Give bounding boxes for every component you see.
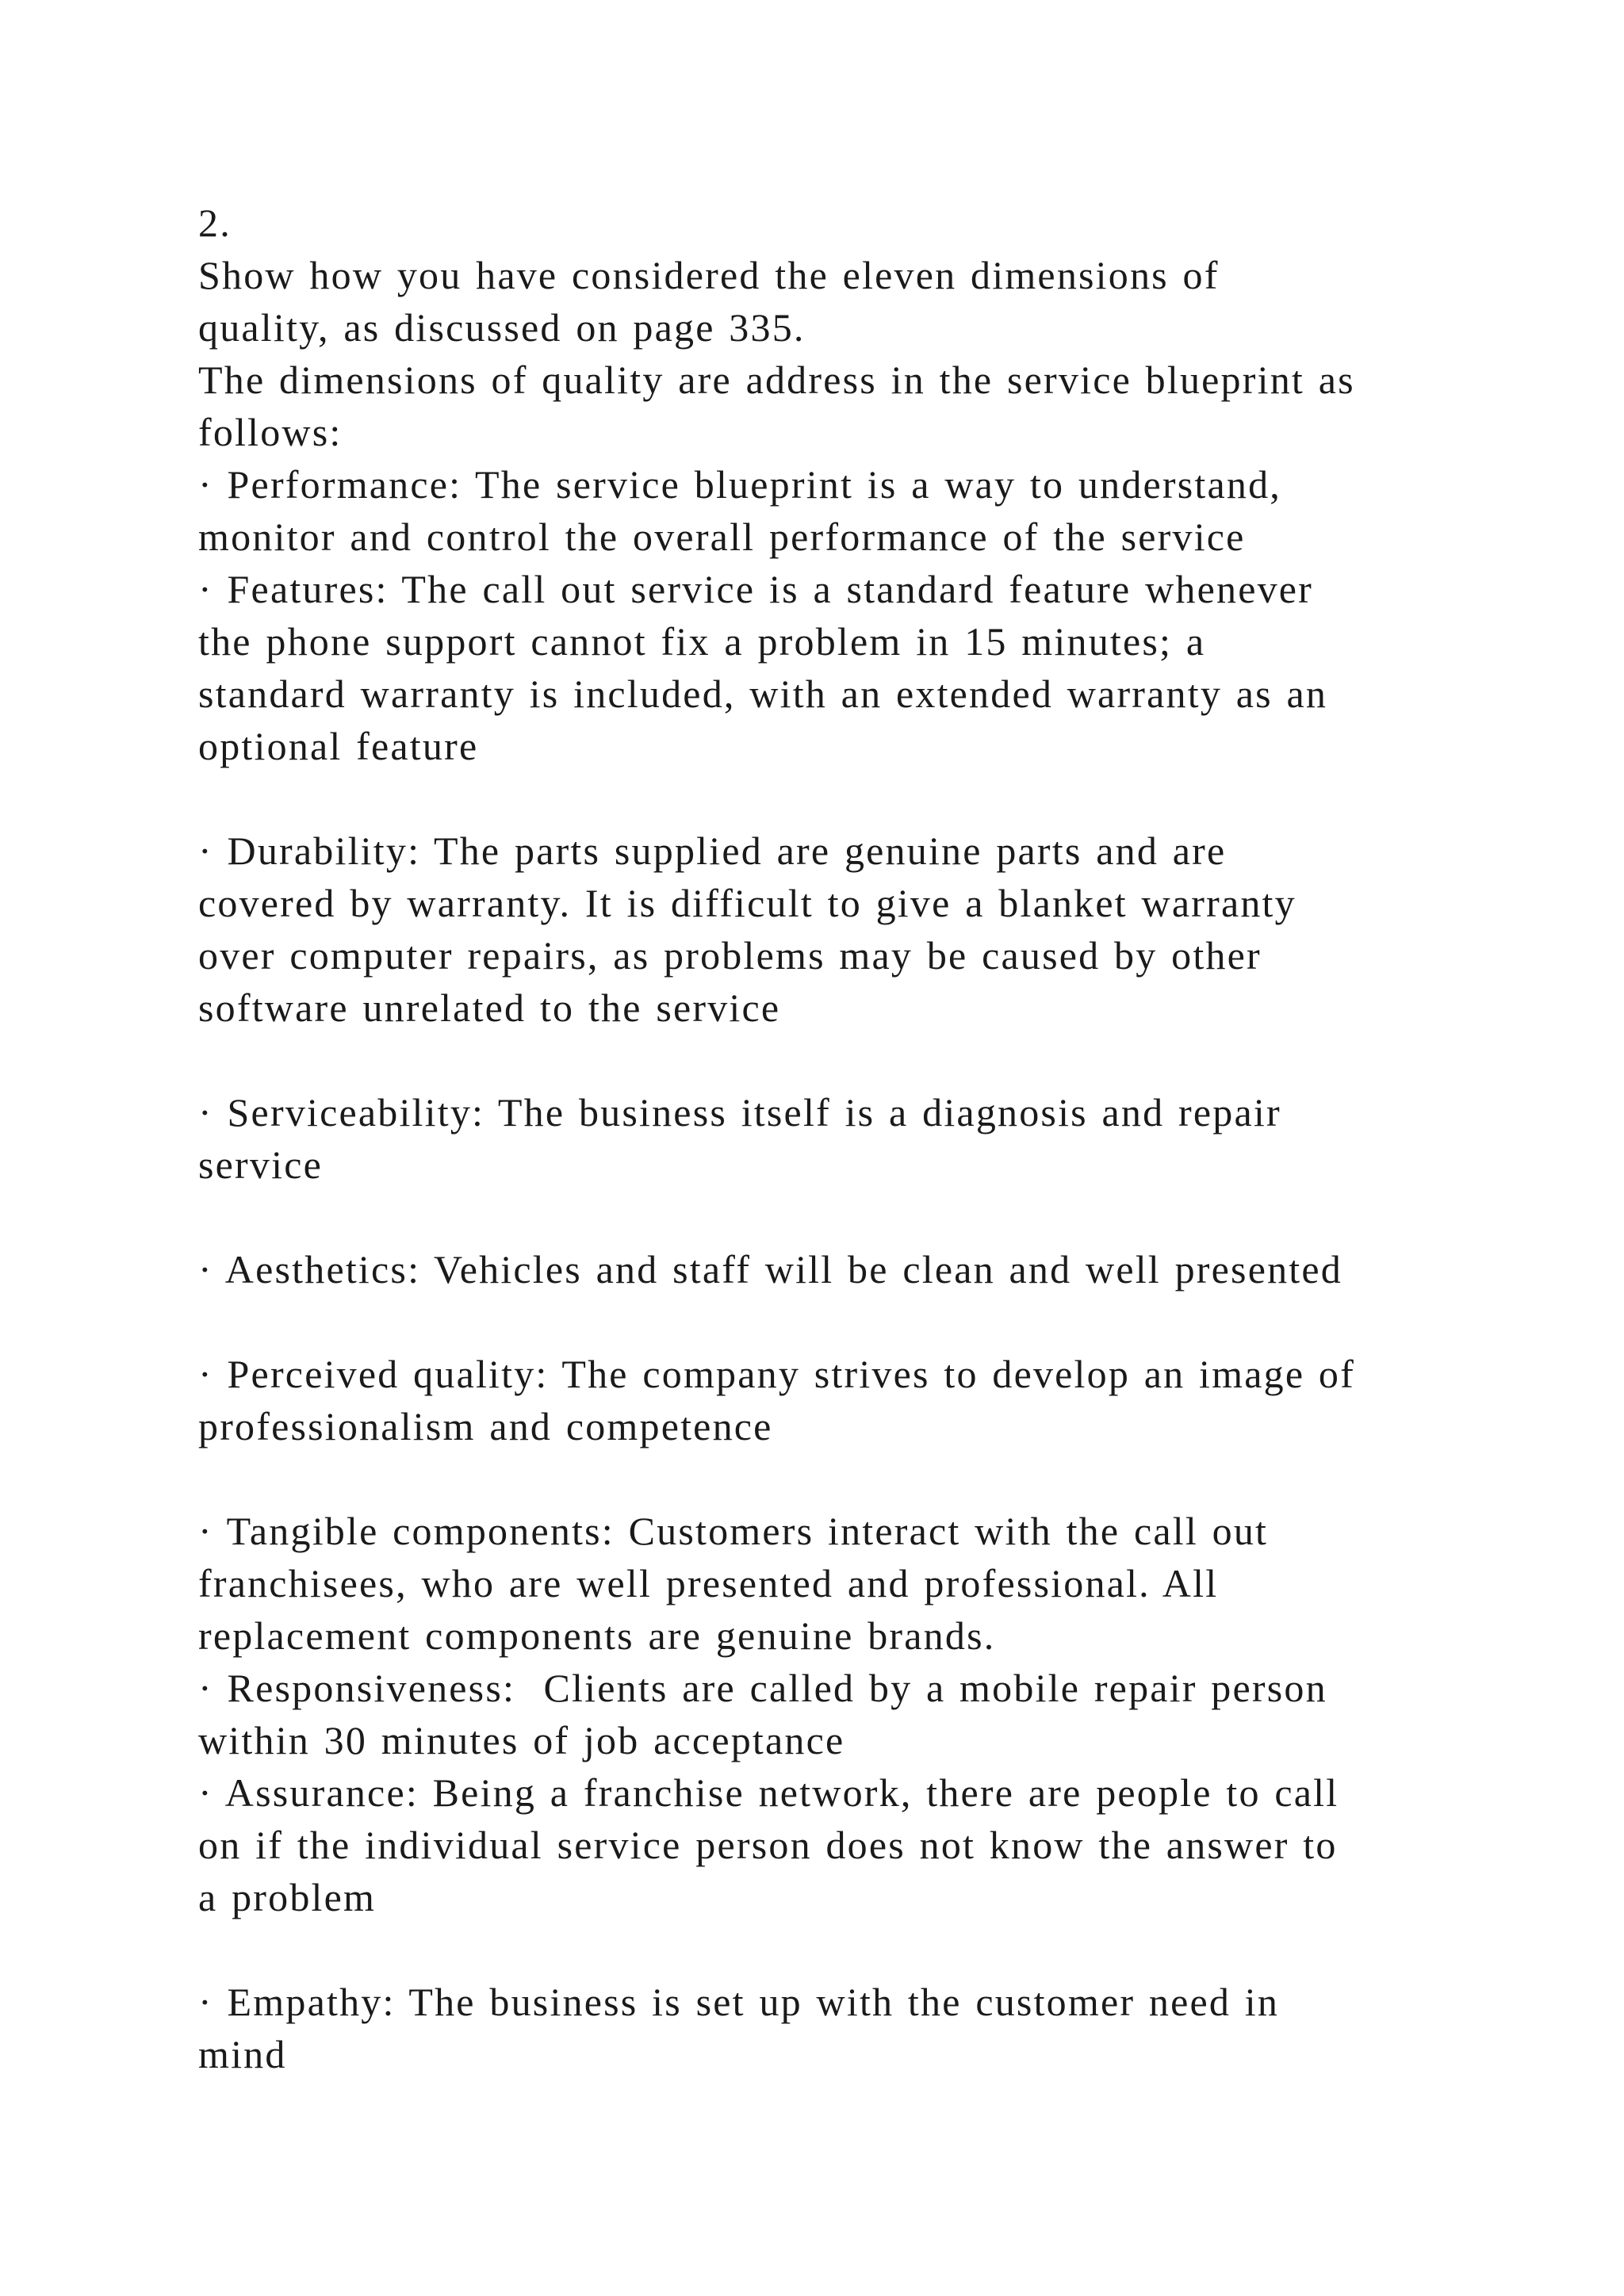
- bullet-durability-cont: covered by warranty. It is difficult to give a blanket warranty: [198, 881, 1297, 925]
- bullet-serviceability: · Serviceability: The business itself is a diagnosis and repair: [198, 1090, 1281, 1135]
- blank-line: [198, 1452, 1483, 1505]
- blank-line: [198, 1923, 1483, 1976]
- bullet-features-cont: standard warranty is included, with an extended warranty as an: [198, 672, 1328, 716]
- bullet-assurance: · Assurance: Being a franchise network, there are people to call: [198, 1770, 1339, 1815]
- bullet-performance: · Performance: The service blueprint is a way to understand,: [198, 462, 1282, 507]
- blank-line: [198, 1191, 1483, 1243]
- bullet-empathy-cont: mind: [198, 2032, 287, 2076]
- intro-line: The dimensions of quality are address in the service blueprint as: [198, 358, 1355, 402]
- bullet-responsiveness-cont: within 30 minutes of job acceptance: [198, 1718, 845, 1762]
- bullet-tangible-components-cont: replacement components are genuine brands.: [198, 1613, 996, 1658]
- document-page: [198, 197, 1483, 2080]
- bullet-tangible-components: · Tangible components: Customers interact with the call out: [198, 1509, 1269, 1553]
- bullet-features: · Features: The call out service is a standard feature whenever: [198, 567, 1314, 611]
- intro-line: follows:: [198, 410, 343, 454]
- bullet-durability: · Durability: The parts supplied are genuine parts and are: [198, 828, 1227, 873]
- bullet-empathy: · Empathy: The business is set up with the customer need in: [198, 1980, 1280, 2024]
- blank-line: [198, 1295, 1483, 1348]
- section-number: 2.: [198, 201, 232, 245]
- bullet-assurance-cont: on if the individual service person does not know the answer to: [198, 1823, 1338, 1867]
- bullet-responsiveness: · Responsiveness: Clients are called by a mobile repair person: [198, 1666, 1327, 1710]
- bullet-durability-cont: over computer repairs, as problems may be caused by other: [198, 933, 1262, 978]
- bullet-features-cont: the phone support cannot fix a problem in 15 minutes; a: [198, 619, 1206, 664]
- question-line: Show how you have considered the eleven dimensions of: [198, 253, 1220, 297]
- bullet-serviceability-cont: service: [198, 1142, 323, 1187]
- bullet-assurance-cont: a problem: [198, 1875, 377, 1919]
- bullet-perceived-quality-cont: professionalism and competence: [198, 1404, 773, 1448]
- blank-line: [198, 772, 1483, 825]
- question-line: quality, as discussed on page 335.: [198, 305, 806, 350]
- bullet-perceived-quality: · Perceived quality: The company strives to develop an image of: [198, 1352, 1355, 1396]
- blank-line: [198, 1034, 1483, 1086]
- bullet-features-cont: optional feature: [198, 724, 479, 768]
- bullet-performance-cont: monitor and control the overall performance of the service: [198, 515, 1246, 559]
- bullet-tangible-components-cont: franchisees, who are well presented and professional. All: [198, 1561, 1219, 1605]
- bullet-aesthetics: · Aesthetics: Vehicles and staff will be clean and well presented: [198, 1247, 1342, 1292]
- bullet-durability-cont: software unrelated to the service: [198, 985, 781, 1030]
